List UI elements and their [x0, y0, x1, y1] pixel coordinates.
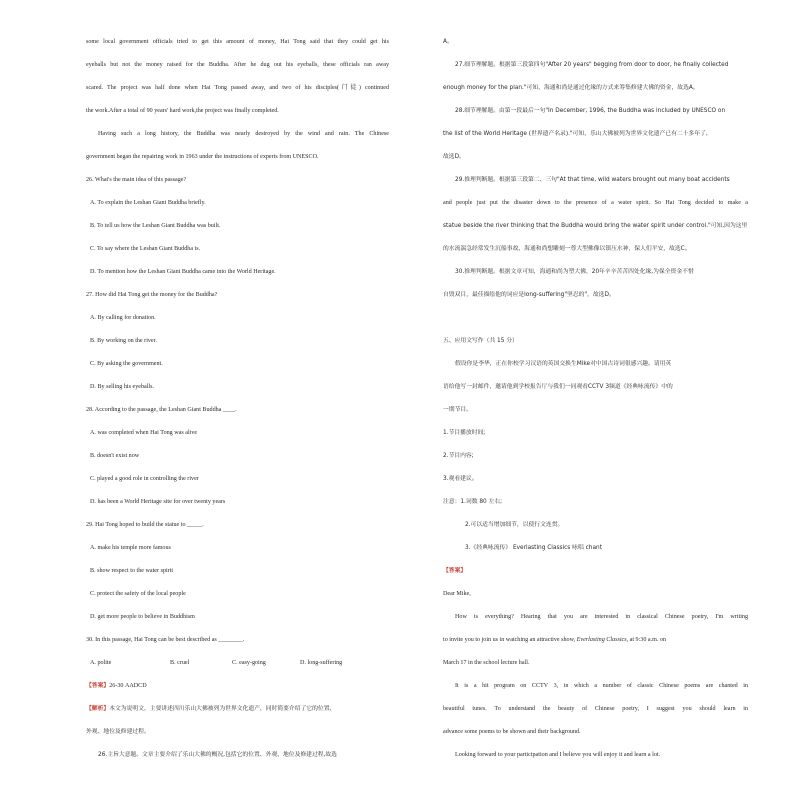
q26-option-a: A. To explain the Leshan Giant Buddha briefly.	[90, 200, 206, 206]
point-line: 3.观看建议。	[443, 476, 478, 482]
passage-line: government began the repairing work in 1963 under the instructions of experts from UNESCO.	[86, 154, 319, 160]
analysis-line	[86, 705, 335, 713]
question-27-stem: 27. How did Hai Tong get the money for the Buddha?	[86, 292, 218, 298]
passage-line: the work.After a total of 90 years' hard work,the project was finally completed.	[86, 108, 279, 114]
q29-option-d: D. get more people to believe in Buddhism	[90, 614, 195, 620]
left-column	[86, 30, 389, 760]
letter-line: beautiful tunes. To understand the beauty of Chinese poetry, I suggest you should learn in	[443, 706, 748, 712]
explanation-line: A。	[443, 39, 453, 45]
answer-tag: 【答案】	[86, 683, 110, 689]
letter-text: , at 9:30 a.m. on	[626, 637, 667, 643]
letter-greeting: Dear Mike,	[443, 591, 471, 597]
q28-option-a: A. was completed when Hai Tong was alive	[90, 430, 198, 436]
explanation-line: 30.推理判断题。根据文章可知，海通和尚为塑大佛，20年辛辛苦苦四处化缘,为保全资金不惜	[455, 269, 694, 275]
explanation-line: 故选D。	[443, 154, 465, 160]
analysis-line: 26.主旨大意题。文章主要介绍了乐山大佛的概况,包括它的位置、外观、地位及修建过程,故选	[98, 752, 337, 758]
point-line: 1.节目播放时间;	[443, 430, 486, 436]
explanation-line: statue beside the river thinking that the Buddha would bring the water spirit under control."可知,因为这里	[443, 223, 748, 229]
note-line: 注意：1.词数 80 左右;	[443, 499, 503, 505]
letter-line: It is a hit program on CCTV 3, in which a number of classic Chinese poems are chanted in	[455, 683, 748, 689]
question-26-stem: 26. What's the main idea of this passage?	[86, 177, 187, 183]
question-28-stem: 28. According to the passage, the Leshan Giant Buddha ____.	[86, 407, 237, 413]
explanation-line: 28.细节理解题。由第一段最后一句"In December, 1996, the Buddha was included by UNESCO on	[455, 108, 726, 114]
prompt-line: 假设你是李华，正在你校学习汉语的英国交换生Mike对中国古诗词很感兴趣。请用英	[455, 361, 672, 367]
explanation-line: 29.推理判断题。根据第三段第二、三句"At that time, wild waters brought out many boat accidents	[455, 177, 730, 183]
analysis-tag: 【解析】	[86, 706, 110, 712]
analysis-line: 外观、地位及修建过程。	[86, 729, 150, 735]
explanation-line: 的水流湍急经常发生沉船事故，海通和尚想雕刻一尊大型佛像以镇压水神，保人们平安，故选C。	[443, 246, 691, 252]
passage-line: eyeballs but not the money raised for the Buddha. After he dug out his eyeballs, these officials ran away	[86, 62, 389, 68]
section-title: 五、应用文写作（共 15 分）	[443, 338, 518, 344]
point-line: 2.节目内容;	[443, 453, 474, 459]
q29-option-b: B. show respect to the water spirit	[90, 568, 174, 574]
question-30-stem: 30. In this passage, Hai Tong can be best described as ________.	[86, 637, 245, 643]
explanation-line: and people just put the disaster down to the presence of a water spirit. So Hai Tong decided to make a	[443, 200, 748, 206]
answer-line	[86, 682, 147, 690]
letter-line: advance some poems to be shown and their background.	[443, 729, 581, 735]
explanation-line: enough money for the plan."可知，海通和尚是通过化缘的方式来筹集修建大佛的资金，故选A。	[443, 85, 699, 91]
q28-option-b: B. doesn't exist now	[90, 453, 140, 459]
q27-option-c: C. By asking the government.	[90, 361, 163, 367]
q27-option-d: D. By selling his eyeballs.	[90, 384, 154, 390]
explanation-line: 27.细节理解题。根据第三段第四句"After 20 years" begging from door to door, he finally collected	[455, 62, 729, 68]
note-line: 3.《经典咏流传》 Everlasting Classics 咏唱 chant	[465, 545, 602, 551]
q30-option-c: C. easy-going	[232, 660, 266, 666]
letter-line	[443, 636, 666, 644]
q30-options	[90, 659, 342, 667]
show-title: Everlasting Classics	[576, 637, 627, 643]
passage-line: scared. The project was half done when Hai Tong passed away, and two of his disciples(门徒) continued	[86, 85, 389, 91]
note-line: 2.可以适当增加细节，以使行文连贯。	[465, 522, 564, 528]
q30-option-d: D. long-suffering	[300, 660, 343, 666]
answer-text: 26-30 AADCD	[109, 683, 147, 689]
q28-option-d: D. has been a World Heritage site for over twenty years	[90, 499, 226, 505]
q26-option-c: C. To say where the Leshan Giant Buddha is.	[90, 246, 201, 252]
passage-line: Having such a long history, the Buddha was nearly destroyed by the wind and rain. The Chinese	[98, 131, 389, 137]
q27-option-b: B. By working on the river.	[90, 338, 157, 344]
q26-option-d: D. To mention how the Leshan Giant Buddha came into the World Heritage.	[90, 269, 276, 275]
prompt-line: 语给他写一封邮件，邀请他到学校报告厅与我们一同观看CCTV 3频道《经典咏流传》中的	[443, 384, 673, 390]
passage-line: some local government officials tried to get this amount of money, Hai Tong said that they could get his	[86, 39, 389, 45]
q28-option-c: C. played a good role in controlling the river	[90, 476, 199, 482]
question-29-stem: 29. Hai Tong hoped to build the statue to _____.	[86, 522, 204, 528]
q29-option-c: C. protect the safety of the local people	[90, 591, 186, 597]
q26-option-b: B. To tell us how the Leshan Giant Buddha was built.	[90, 223, 221, 229]
q27-option-a: A. By calling for donation.	[90, 315, 156, 321]
q30-option-a: A. polite	[90, 660, 112, 666]
letter-line: Looking forward to your participation and I believe you will enjoy it and learn a lot.	[455, 752, 661, 758]
analysis-text: 本文为说明文，主要讲述四川乐山大佛被列为世界文化遗产，同时简要介绍了它的位置、	[109, 706, 336, 712]
prompt-line: 一期节目。	[443, 407, 472, 413]
letter-line: How is everything? Hearing that you are interested in classical Chinese poetry, I'm writing	[455, 614, 748, 620]
q30-option-b: B. cruel	[170, 660, 190, 666]
right-column	[443, 30, 748, 760]
answer-tag: 【答案】	[443, 568, 467, 574]
explanation-line: the list of the World Heritage (世界遗产名录)."可知，乐山大佛被列为世界文化遗产已有二十多年了，	[443, 131, 712, 137]
letter-line: March 17 in the school lecture hall.	[443, 660, 530, 666]
q29-option-a: A. make his temple more famous	[90, 545, 171, 551]
letter-text: to invite you to join us in watching an attractive show,	[443, 637, 577, 643]
explanation-line: 自毁双目，最佳描绘他的词应是long-suffering"坚忍的"，故选D。	[443, 292, 615, 298]
